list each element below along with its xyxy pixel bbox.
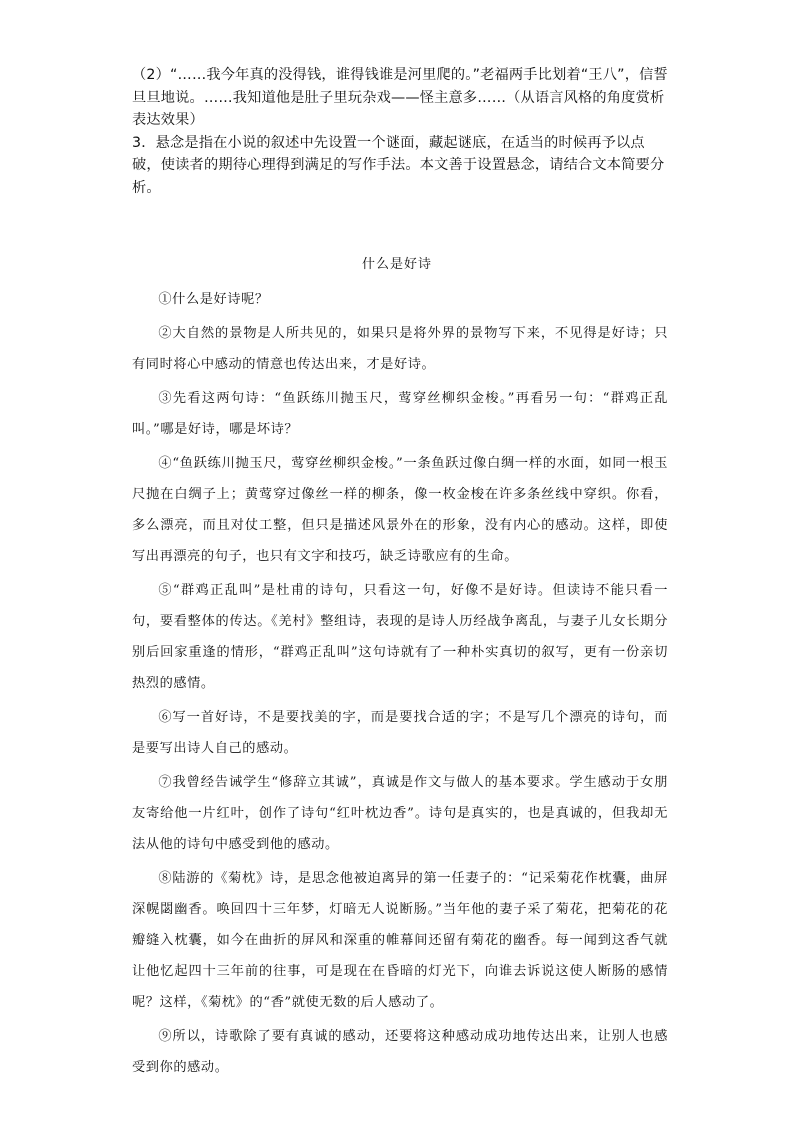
question-block [132, 64, 672, 199]
article-title: 什么是好诗 [361, 257, 432, 272]
paragraph-5: ⑤“群鸡正乱叫”是杜甫的诗句，只看这一句，好像不是好诗。但读诗不能只看一句，要看整体的传达。《羌村》整组诗，表现的是诗人历经战争离乱，与妻子儿女长期分别后回家重逢的情形，“群鸡正乱叫”这句诗就有了一种朴实真切的叙写，更有一份亲切热烈的感情。 [132, 583, 668, 691]
paragraph-8: ⑧陆游的《菊枕》诗，是思念他被迫离异的第一任妻子的：“记采菊花作枕囊，曲屏深幌閟幽香。唤回四十三年梦，灯暗无人说断肠。”当年他的妻子采了菊花，把菊花的花瓣缝入枕囊，如今在曲折的屏风和深重的帷幕间还留有菊花的幽香。每一闻到这香气就让他忆起四十三年前的往事，可是现在在昏暗的灯光下，向谁去诉说这使人断肠的感情呢？这样，《菊枕》的“香”就使无数的后人感动了。 [132, 871, 668, 1010]
paragraph-4: ④“鱼跃练川抛玉尺，莺穿丝柳织金梭。”一条鱼跃过像白绸一样的水面，如同一根玉尺抛在白绸子上；黄莺穿过像丝一样的柳条，像一枚金梭在许多条丝线中穿织。你看，多么漂亮，而且对仗工整，但只是描述风景外在的形象，没有内心的感动。这样，即使写出再漂亮的句子，也只有文字和技巧，缺乏诗歌应有的生命。 [132, 456, 668, 564]
paragraph-7: ⑦我曾经告诫学生“修辞立其诚”，真诚是作文与做人的基本要求。学生感动于女朋友寄给他一片红叶，创作了诗句“红叶枕边香”。诗句是真实的，也是真诚的，但我却无法从他的诗句中感受到他的感动。 [132, 775, 668, 852]
paragraph-9: ⑨所以，诗歌除了要有真诚的感动，还要将这种感动成功地传达出来，让别人也感受到你的感动。 [132, 1029, 668, 1075]
paragraph-6: ⑥写一首好诗，不是要找美的字，而是要找合适的字；不是写几个漂亮的诗句，而是要写出诗人自己的感动。 [132, 710, 668, 756]
paragraph-1: ①什么是好诗呢？ [158, 292, 269, 307]
paragraph-3: ③先看这两句诗：“鱼跃练川抛玉尺，莺穿丝柳织金梭。”再看另一句：“群鸡正乱叫。”哪是好诗，哪是坏诗？ [132, 391, 668, 437]
question-3: 3．悬念是指在小说的叙述中先设置一个谜面，藏起谜底，在适当的时候再予以点破，使读者的期待心理得到满足的写作手法。本文善于设置悬念，请结合文本简要分析。 [132, 134, 665, 196]
question-2-part-2: （2）“……我今年真的没得钱，谁得钱谁是河里爬的。”老福两手比划着“王八”，信誓旦旦地说。……我知道他是肚子里玩杂戏——怪主意多……（从语言风格的角度赏析表达效果） [132, 67, 668, 128]
paragraph-2: ②大自然的景物是人所共见的，如果只是将外界的景物写下来，不见得是好诗；只有同时将心中感动的情意也传达出来，才是好诗。 [132, 326, 668, 372]
article-body [132, 284, 668, 1083]
